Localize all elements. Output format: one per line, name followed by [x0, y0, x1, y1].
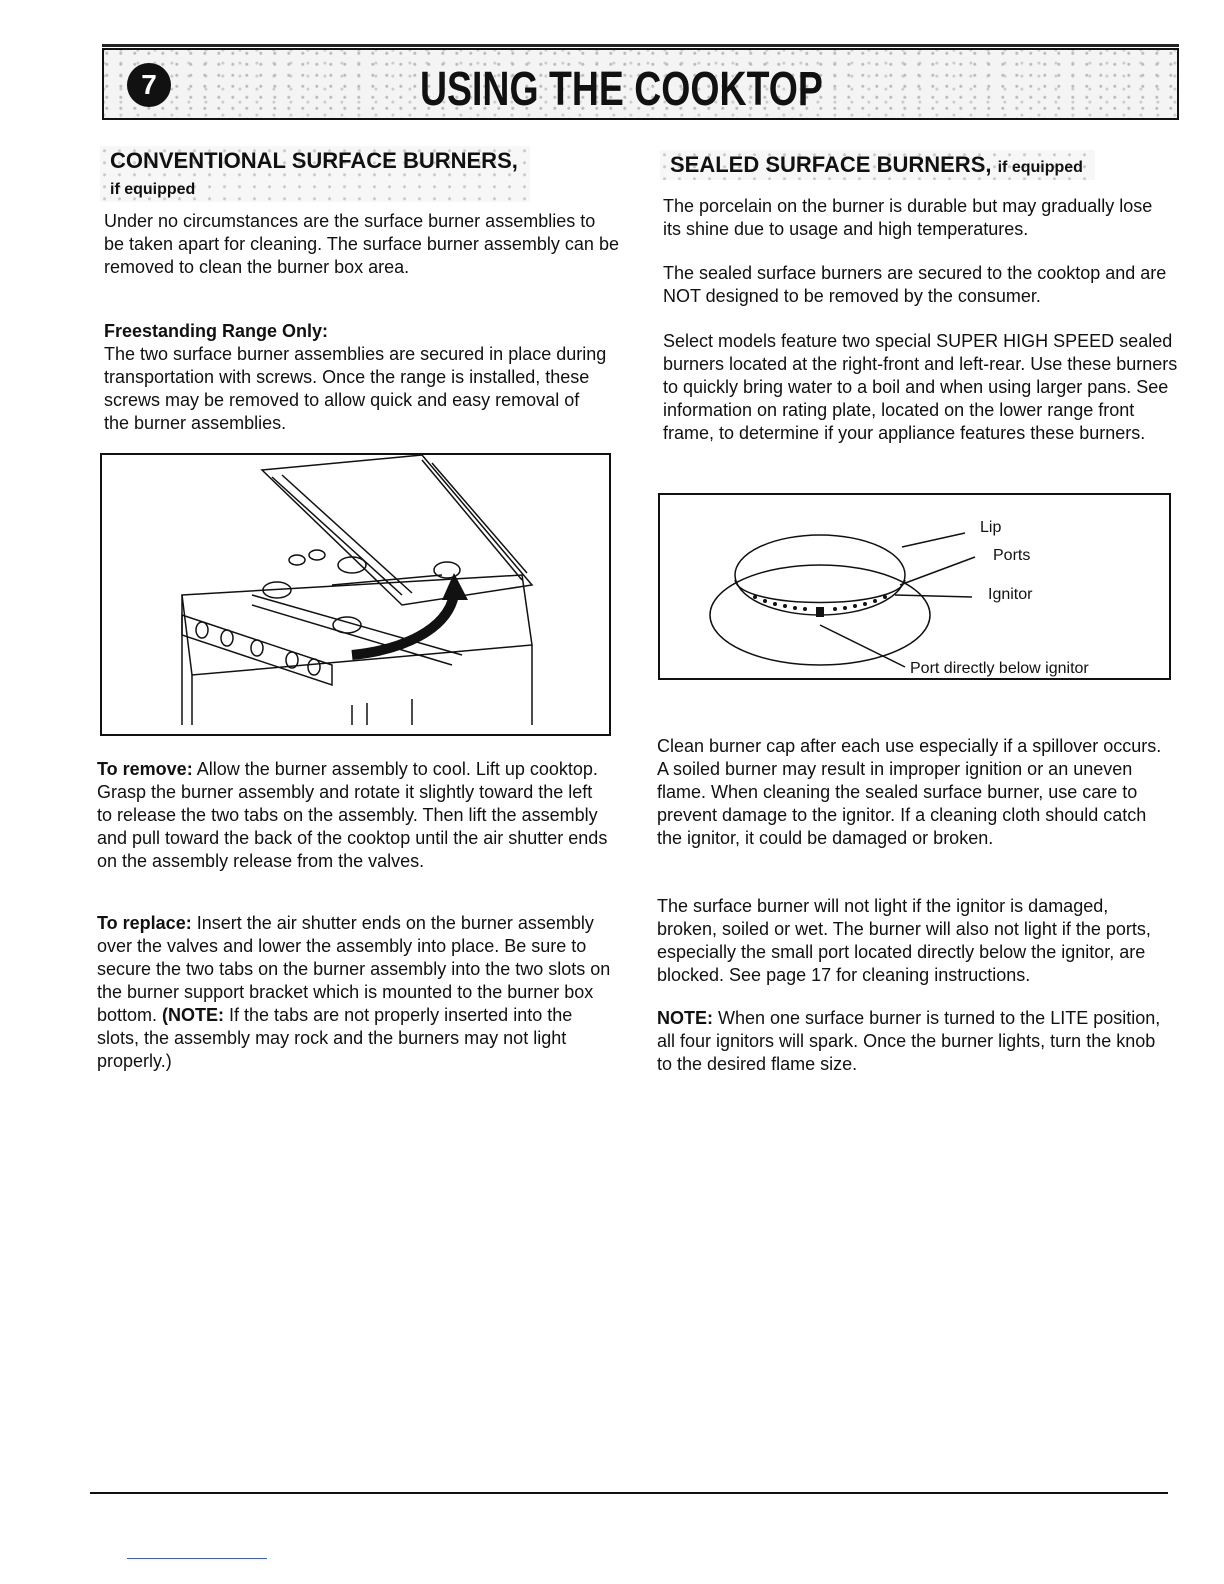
note-text: When one surface burner is turned to the LITE position, all four ignitors will spark. Once the burner lights, turn the knob to the desired flame size.	[657, 1008, 1161, 1074]
freestanding-text: The two surface burner assemblies are secured in place during transportation with screws. Once the range is installed, these screws may be removed to allow quick and easy removal of the burner assemblies.	[104, 344, 607, 433]
page-title: USING THE COOKTOP	[420, 63, 823, 116]
sealed-note	[657, 1007, 1172, 1076]
sealed-paragraph-2: The sealed surface burners are secured to the cooktop and are NOT designed to be removed by the consumer.	[663, 263, 1167, 306]
sealed-burner-illustration-icon	[660, 495, 1169, 678]
sealed-paragraph-1: The porcelain on the burner is durable but may gradually lose its shine due to usage and high temperatures.	[663, 196, 1153, 239]
banner-top-rule	[102, 44, 1179, 47]
sealed-burner-figure	[658, 493, 1171, 680]
freestanding-section	[104, 320, 609, 435]
heading-text: SEALED SURFACE BURNERS,	[670, 152, 992, 177]
cooktop-illustration-icon	[102, 455, 609, 734]
replace-note-text: If the tabs are not properly inserted into the slots, the assembly may rock and the burners may not light properly.)	[97, 1005, 573, 1071]
heading-text: CONVENTIONAL SURFACE BURNERS,	[110, 148, 518, 173]
section-heading-conventional	[100, 146, 530, 202]
freestanding-heading: Freestanding Range Only:	[104, 321, 329, 341]
replace-note-label: (NOTE:	[162, 1005, 225, 1025]
to-remove-paragraph	[97, 758, 612, 873]
to-remove-text: Allow the burner assembly to cool. Lift up cooktop. Grasp the burner assembly and rotate it slightly toward the left to release the two tabs on the assembly. Then lift the assembly and pull toward the back of the cooktop until the air shutter ends on the assembly release from the valves.	[97, 759, 608, 871]
callout-port-below-ignitor: Port directly below ignitor	[910, 660, 1089, 677]
to-replace-paragraph	[97, 912, 612, 1073]
callout-ports: Ports	[993, 547, 1031, 564]
callout-ignitor: Ignitor	[988, 586, 1033, 603]
footer-link-underline	[127, 1558, 267, 1559]
conventional-intro: Under no circumstances are the surface burner assemblies to be taken apart for cleaning. The surface burner assembly can be removed to clean the burner box area.	[104, 211, 619, 277]
section-heading-sealed	[660, 150, 1095, 180]
heading-suffix: if equipped	[110, 181, 196, 198]
callout-lip: Lip	[980, 519, 1002, 536]
heading-suffix: if equipped	[997, 159, 1083, 176]
sealed-paragraph-3: Select models feature two special SUPER HIGH SPEED sealed burners located at the right-front and left-rear. Use these burners to quickly bring water to a boil and when using larger pans. See information on rating plate, located on the lower range front frame, to determine if your appliance features these burners.	[663, 331, 1178, 443]
sealed-paragraph-4: Clean burner cap after each use especially if a spillover occurs. A soiled burner may result in improper ignition or an uneven flame. When cleaning the sealed surface burner, use care to prevent damage to the ignitor. If a cleaning cloth should catch the ignitor, it could be damaged or broken.	[657, 736, 1162, 848]
chapter-number-badge: 7	[127, 63, 171, 107]
to-remove-label: To remove:	[97, 759, 193, 779]
burner-assembly-figure	[100, 453, 611, 736]
to-replace-label: To replace:	[97, 913, 192, 933]
to-replace-text: Insert the air shutter ends on the burner assembly over the valves and lower the assembly into place. Be sure to secure the two tabs on the burner assembly into the two slots on the burner support bracket which is mounted to the burner box bottom.	[97, 913, 611, 1025]
note-label: NOTE:	[657, 1008, 713, 1028]
sealed-paragraph-5: The surface burner will not light if the ignitor is damaged, broken, soiled or wet. The burner will also not light if the ports, especially the small port located directly below the ignitor, are blocked. See page 17 for cleaning instructions.	[657, 896, 1151, 985]
footer-rule	[90, 1492, 1168, 1494]
